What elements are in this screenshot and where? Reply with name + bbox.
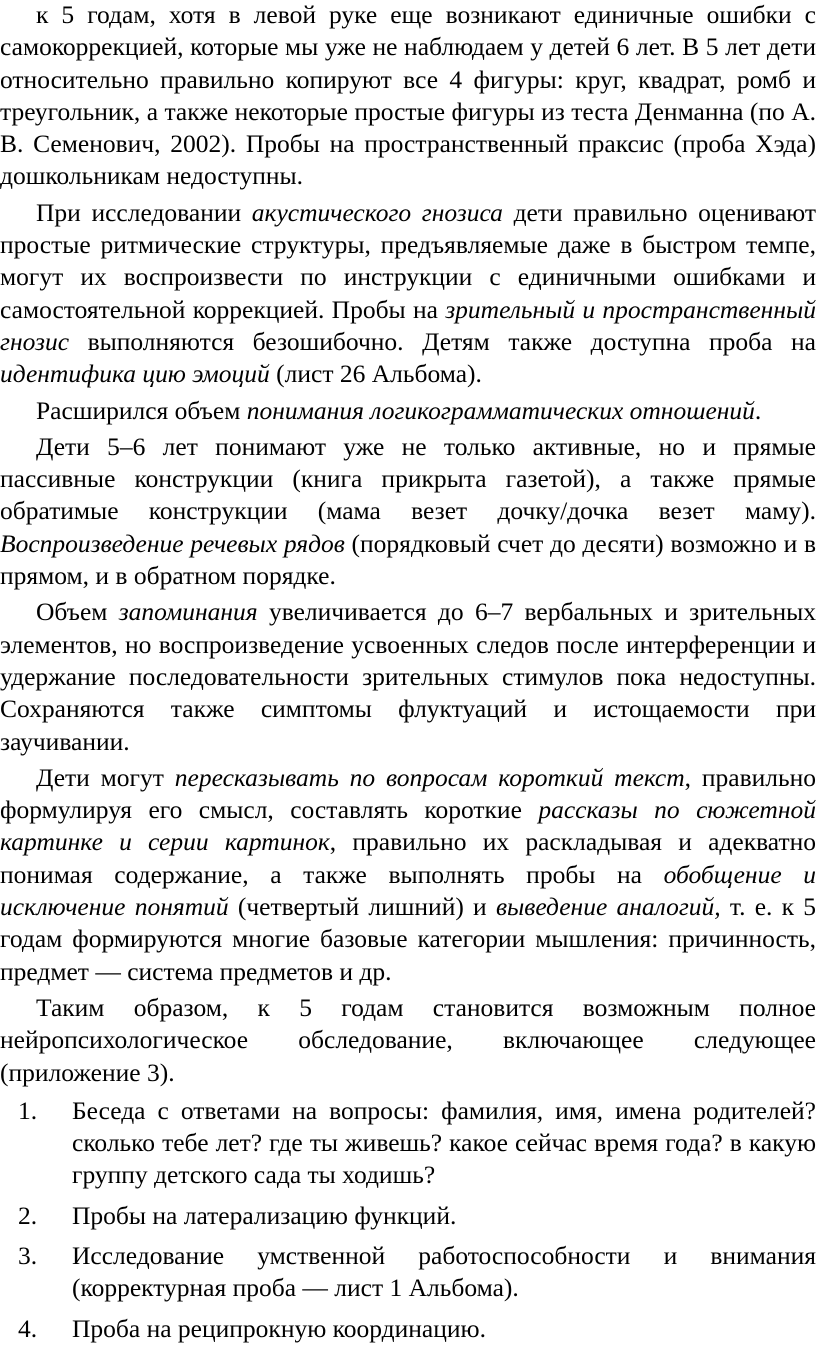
text-segment: (лист 26 Альбома). — [269, 359, 482, 389]
italic-term: выведение аналогий, — [495, 892, 721, 922]
text-segment: Таким образом, к 5 годам становится возможным полное нейропсихологическое обследование, включающее следующее (приложение 3). — [0, 992, 816, 1087]
italic-term: Воспроизведение речевых рядов — [0, 528, 345, 558]
text-segment: , правильно формулируя его смысл, составлять короткие — [0, 762, 816, 825]
list-number: 1. — [18, 1095, 38, 1125]
list-number: 4. — [18, 1313, 38, 1343]
paragraph-5 — [0, 596, 816, 757]
paragraph-4 — [0, 431, 816, 592]
list-item — [0, 1095, 816, 1192]
italic-term: идентифика цию эмоций — [0, 359, 270, 389]
list-item — [0, 1200, 816, 1232]
list-item-text: Проба на реципрокную координацию. — [72, 1313, 486, 1343]
text-segment: выполняются безошибочно. Детям также доступна проба на — [69, 326, 816, 356]
paragraph-2 — [0, 197, 816, 391]
italic-term: акустического гнозиса — [251, 197, 503, 227]
text-segment: увеличивается до 6–7 вербальных и зрительных элементов, но воспроизведение усвоенных следов после интерференции и удержание последовательности зрительных стимулов пока недоступны. Сохраняются также симптомы флуктуаций и истощаемости при заучивании. — [0, 597, 816, 756]
text-segment: Дети могут — [36, 762, 175, 792]
list-item-text: Исследование умственной работоспособности и внимания (корректурная проба — лист 1 Альбома). — [72, 1240, 816, 1303]
paragraph-1 — [0, 0, 816, 193]
text-segment: к 5 годам, хотя в левой руке еще возникают единичные ошибки с самокоррекцией, которые мы уже не наблюдаем у детей 6 лет. В 5 лет дети относительно правильно копируют все 4 фигуры: круг, квадрат, ромб и треугольник, а также некоторые простые фигуры из теста Денманна (по А. В. Семенович, 2002). Пробы на пространственный праксис (проба Хэда) дошкольникам недоступны. — [0, 0, 816, 191]
list-number: 3. — [18, 1240, 38, 1270]
italic-term: обобщение и исключение понятий — [0, 859, 816, 922]
paragraph-3 — [0, 395, 816, 427]
list-item — [0, 1240, 816, 1305]
list-number: 2. — [18, 1200, 38, 1230]
italic-term: рассказы по сюжетной картинке и серии картинок — [0, 795, 816, 857]
paragraph-7 — [0, 992, 816, 1089]
italic-term: зрительный и пространственный гнозис — [0, 294, 816, 356]
text-segment: , правильно их раскладывая и адекватно понимая содержание, а также выполнять пробы на — [0, 827, 816, 889]
text-segment: . — [754, 395, 762, 425]
paragraph-6 — [0, 762, 816, 988]
list-item-text: Пробы на латерализацию функций. — [72, 1200, 457, 1230]
numbered-list — [0, 1095, 816, 1345]
text-segment: (порядковый счет до десяти) возможно и в прямом, и в обратном порядке. — [0, 528, 816, 591]
text-segment: т. е. к 5 годам формируются многие базовые категории мышления: причинность, предмет — система предметов и др. — [0, 892, 816, 986]
text-segment: При исследовании — [36, 197, 252, 227]
text-segment: дети правильно оценивают простые ритмические структуры, предъявляемые даже в быстром темпе, могут их воспроизвести по инструкции с единичными ошибками и самостоятельной коррекцией. Пробы на — [0, 197, 816, 324]
text-segment: Дети 5–6 лет понимают уже не только активные, но и прямые пассивные конструкции (книга прикрыта газетой), а также прямые обратимые конструкции (мама везет дочку/дочка везет маму). — [0, 431, 816, 526]
italic-term: запоминания — [118, 597, 258, 627]
text-segment: Объем — [36, 597, 119, 627]
list-item — [0, 1313, 816, 1345]
italic-term: понимания логикограмматических отношений — [246, 395, 755, 425]
text-segment: Расширился объем — [36, 395, 247, 425]
italic-term: пересказывать по вопросам короткий текст — [174, 762, 685, 792]
text-segment: (четвертый лишний) и — [228, 892, 496, 922]
list-item-text: Беседа с ответами на вопросы: фамилия, имя, имена родителей?сколько тебе лет? где ты живешь? какое сейчас время года? в какую группу детского сада ты ходишь? — [72, 1095, 816, 1190]
